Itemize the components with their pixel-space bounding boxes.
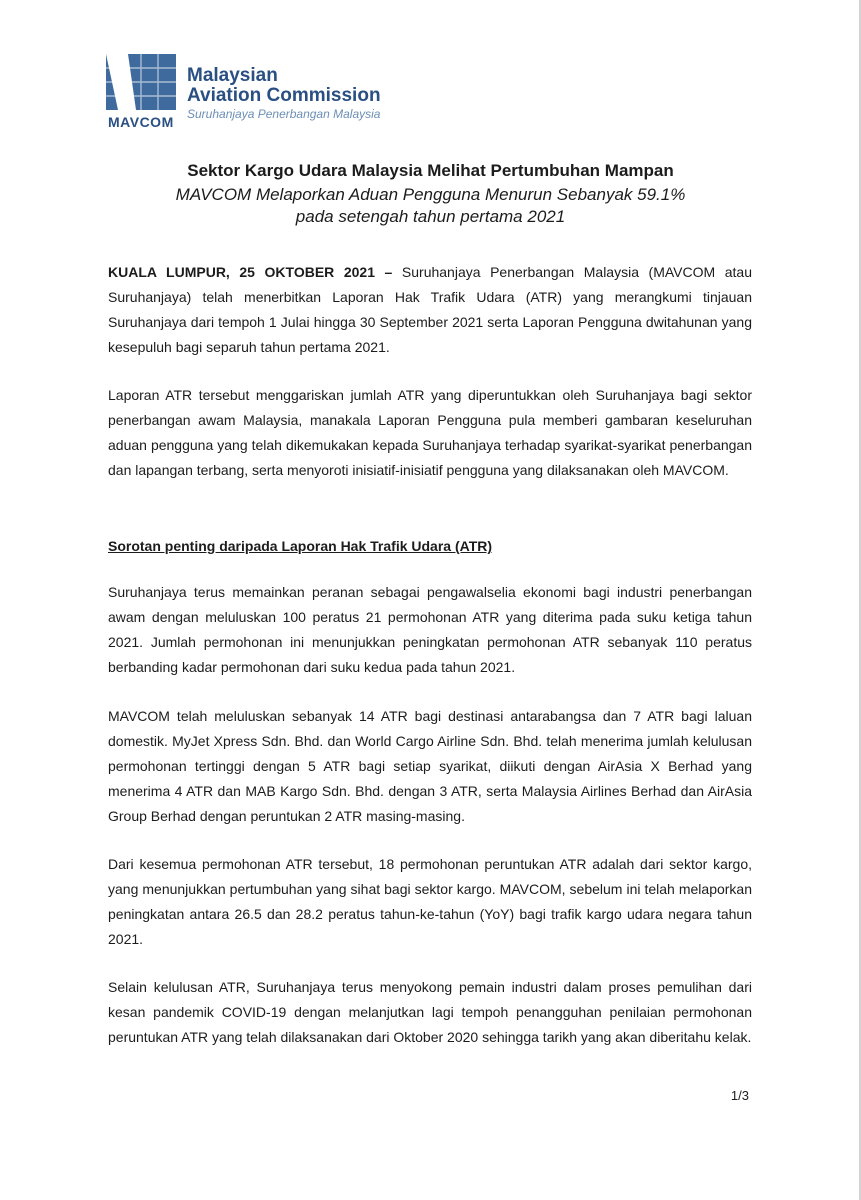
dateline: KUALA LUMPUR, 25 OKTOBER 2021 – [108, 264, 393, 280]
section-heading: Sorotan penting daripada Laporan Hak Trafik Udara (ATR) [108, 538, 493, 554]
intro-paragraph [108, 260, 752, 360]
paragraph-1: Laporan ATR tersebut menggariskan jumlah ATR yang diperuntukkan oleh Suruhanjaya bagi sektor penerbangan awam Malaysia, manakala Laporan Pengguna pula memberi gambaran keseluruhan aduan pengguna yang telah dikemukakan kepada Suruhanjaya terhadap syarikat-syarikat penerbangan dan lapangan terbang, serta menyoroti inisiatif-inisiatif pengguna yang dilaksanakan oleh MAVCOM. [108, 387, 752, 478]
page-number: 1/3 [730, 1088, 749, 1103]
title-block [90, 160, 771, 228]
logo-line-2: Aviation Commission [187, 85, 381, 106]
paragraph-4: Dari kesemua permohonan ATR tersebut, 18 permohonan peruntukan ATR adalah dari sektor kargo, yang menunjukkan pertumbuhan yang sihat bagi sektor kargo. MAVCOM, sebelum ini telah melaporkan peningkatan antara 26.5 dan 28.2 peratus tahun-ke-tahun (YoY) bagi trafik kargo udara negara tahun 2021. [108, 856, 752, 947]
logo-line-1: Malaysian [187, 65, 278, 86]
paragraph-5: Selain kelulusan ATR, Suruhanjaya terus menyokong pemain industri dalam proses pemulihan dari kesan pandemik COVID-19 dengan melanjutkan lagi tempoh penangguhan penilaian permohonan peruntukan ATR yang telah dilaksanakan dari Oktober 2020 sehingga tarikh yang akan diberitahu kelak. [108, 979, 752, 1045]
logo-mark-text: MAVCOM [108, 114, 174, 130]
intro-text: Suruhanjaya Penerbangan Malaysia (MAVCOM atau Suruhanjaya) telah menerbitkan Laporan Hak Trafik Udara (ATR) yang merangkumi tinjauan Suruhanjaya dari tempoh 1 Julai hingga 30 September 2021 serta Laporan Pengguna dwitahunan yang kesepuluh bagi separuh tahun pertama 2021. [108, 264, 752, 355]
page-subtitle: MAVCOM Melaporkan Aduan Pengguna Menurun Sebanyak 59.1% pada setengah tahun pertama 2021 [175, 185, 686, 226]
page-title: Sektor Kargo Udara Malaysia Melihat Pertumbuhan Mampan [187, 161, 674, 180]
mavcom-logo [106, 52, 386, 132]
paragraph-3: MAVCOM telah meluluskan sebanyak 14 ATR bagi destinasi antarabangsa dan 7 ATR bagi laluan domestik. MyJet Xpress Sdn. Bhd. dan World Cargo Airline Sdn. Bhd. telah menerima jumlah kelulusan permohonan tertinggi dengan 5 ATR bagi setiap syarikat, diikuti dengan AirAsia X Berhad yang menerima 4 ATR dan MAB Kargo Sdn. Bhd. dengan 3 ATR, serta Malaysia Airlines Berhad dan AirAsia Group Berhad dengan peruntukan 2 ATR masing-masing. [108, 708, 752, 824]
logo-subline: Suruhanjaya Penerbangan Malaysia [187, 107, 381, 121]
paragraph-2: Suruhanjaya terus memainkan peranan sebagai pengawalselia ekonomi bagi industri penerbangan awam dengan meluluskan 100 peratus 21 permohonan ATR yang diterima pada suku ketiga tahun 2021. Jumlah permohonan ini menunjukkan peningkatan permohonan ATR sebanyak 110 peratus berbanding kadar permohonan dari suku kedua pada tahun 2021. [108, 584, 752, 675]
